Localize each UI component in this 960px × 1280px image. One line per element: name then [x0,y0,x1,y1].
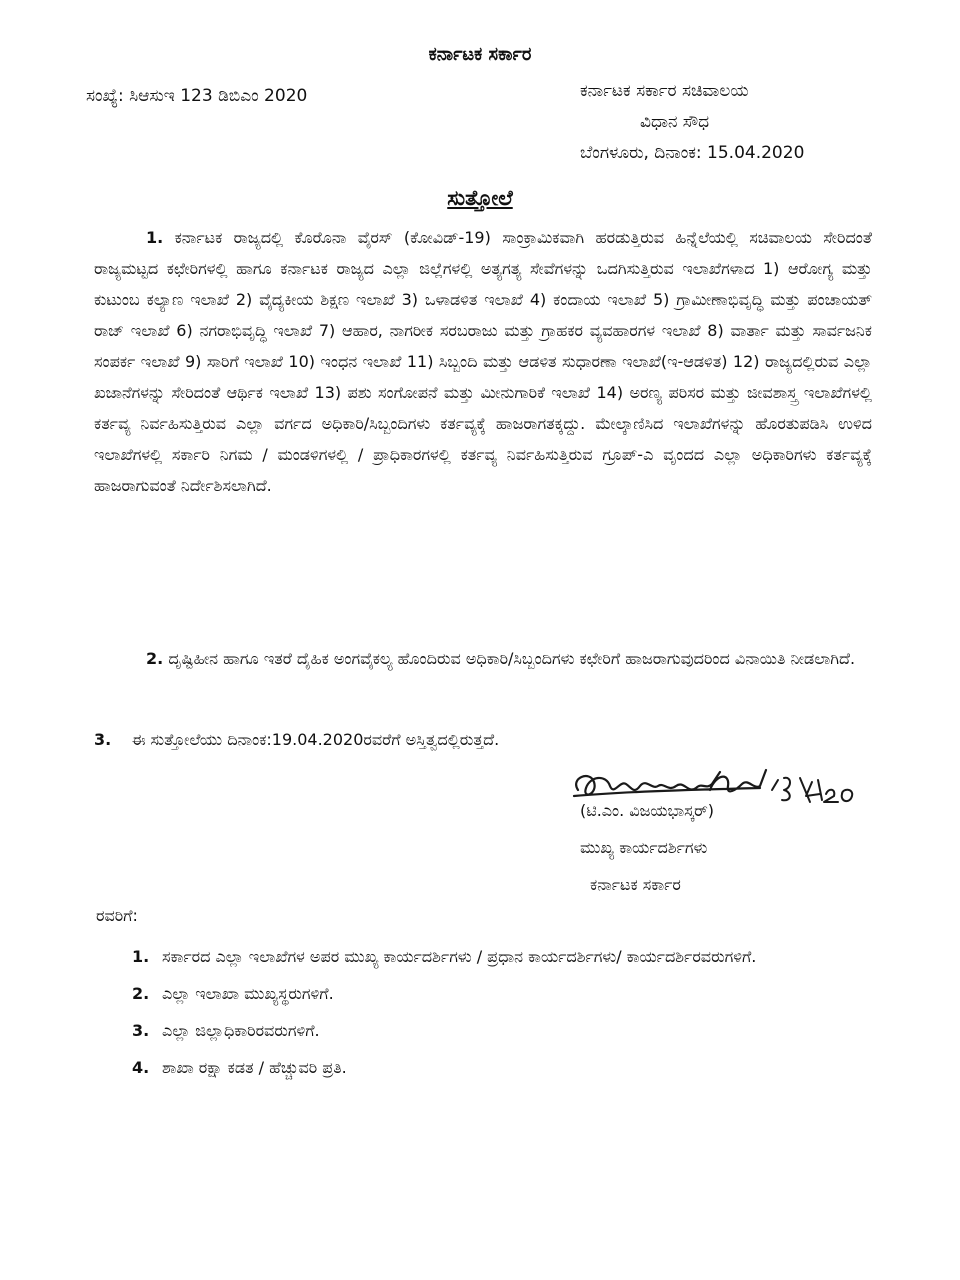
paragraph-1-text: ಕರ್ನಾಟಕ ರಾಜ್ಯದಲ್ಲಿ ಕೊರೊನಾ ವೈರಸ್ (ಕೋವಿಡ್-19) ಸಾಂಕ್ರಾಮಿಕವಾಗಿ ಹರಡುತ್ತಿರುವ ಹಿನ್ನೆಲೆಯಲ್ಲಿ ಸಚಿವಾಲಯ ಸೇರಿದಂತೆ ರಾಜ್ಯಮಟ್ಟದ ಕಛೇರಿಗಳಲ್ಲಿ ಹಾಗೂ ಕರ್ನಾಟಕ ರಾಜ್ಯದ ಎಲ್ಲಾ ಜಿಲ್ಲೆಗಳಲ್ಲಿ ಅತ್ಯಗತ್ಯ ಸೇವೆಗಳನ್ನು ಒದಗಿಸುತ್ತಿರುವ ಇಲಾಖೆಗಳಾದ 1) ಆರೋಗ್ಯ ಮತ್ತು ಕುಟುಂಬ ಕಲ್ಯಾಣ ಇಲಾಖೆ 2) ವೈದ್ಯಕೀಯ ಶಿಕ್ಷಣ ಇಲಾಖೆ 3) ಒಳಾಡಳಿತ ಇಲಾಖೆ 4) ಕಂದಾಯ ಇಲಾಖೆ 5) ಗ್ರಾಮೀಣಾಭಿವೃದ್ಧಿ ಮತ್ತು ಪಂಚಾಯತ್ ರಾಜ್ ಇಲಾಖೆ 6) ನಗರಾಭಿವೃದ್ಧಿ ಇಲಾಖೆ 7) ಆಹಾರ, ನಾಗರೀಕ ಸರಬರಾಜು ಮತ್ತು ಗ್ರಾಹಕರ ವ್ಯವಹಾರಗಳ ಇಲಾಖೆ 8) ವಾರ್ತಾ ಮತ್ತು ಸಾರ್ವಜನಿಕ ಸಂಪರ್ಕ ಇಲಾಖೆ 9) ಸಾರಿಗೆ ಇಲಾಖೆ 10) ಇಂಧನ ಇಲಾಖೆ 11) ಸಿಬ್ಬಂದಿ ಮತ್ತು ಆಡಳಿತ ಸುಧಾರಣಾ ಇಲಾಖೆ(ಇ-ಆಡಳಿತ) 12) ರಾಜ್ಯದಲ್ಲಿರುವ ಎಲ್ಲಾ ಖಜಾನೆಗಳನ್ನು ಸೇರಿದಂತೆ ಆರ್ಥಿಕ ಇಲಾಖೆ 13) ಪಶು ಸಂಗೋಪನೆ ಮತ್ತು ಮೀನುಗಾರಿಕೆ ಇಲಾಖೆ 14) ಅರಣ್ಯ ಪರಿಸರ ಮತ್ತು ಜೀವಶಾಸ್ತ್ರ ಇಲಾಖೆಗಳಲ್ಲಿ ಕರ್ತವ್ಯ ನಿರ್ವಹಿಸುತ್ತಿರುವ ಎಲ್ಲಾ ವರ್ಗದ ಅಧಿಕಾರಿ/ಸಿಬ್ಬಂದಿಗಳು ಕರ್ತವ್ಯಕ್ಕೆ ಹಾಜರಾಗತಕ್ಕದ್ದು. ಮೇಲ್ಕಾಣಿಸಿದ ಇಲಾಖೆಗಳನ್ನು ಹೊರತುಪಡಿಸಿ ಉಳಿದ ಇಲಾಖೆಗಳಲ್ಲಿ ಸರ್ಕಾರಿ ನಿಗಮ / ಮಂಡಳಿಗಳಲ್ಲಿ / ಪ್ರಾಧಿಕಾರಗಳಲ್ಲಿ ಕರ್ತವ್ಯ ನಿರ್ವಹಿಸುತ್ತಿರುವ ಗ್ರೂಪ್-ಎ ವೃಂದದ ಎಲ್ಲಾ ಅಧಿಕಾರಿಗಳು ಕರ್ತವ್ಯಕ್ಕೆ ಹಾಜರಾಗುವಂತೆ ನಿರ್ದೇಶಿಸಲಾಗಿದೆ. [94,228,872,495]
list-item [132,940,832,973]
list-item-text: ಎಲ್ಲಾ ಜಿಲ್ಲಾಧಿಕಾರಿರವರುಗಳಿಗೆ. [162,1021,320,1040]
paragraph-3 [94,730,499,750]
paragraph-3-number: 3. [94,730,112,749]
list-item-number: 2. [132,984,150,1003]
list-item-text: ಶಾಖಾ ರಕ್ಷಾ ಕಡತ / ಹೆಚ್ಚುವರಿ ಪ್ರತಿ. [162,1058,347,1077]
paragraph-2 [94,643,872,674]
place-date: ಬೆಂಗಳೂರು, ದಿನಾಂಕ: 15.04.2020 [580,143,805,163]
paragraph-2-number: 2. [146,649,164,668]
signatory-designation: ಮುಖ್ಯ ಕಾರ್ಯದರ್ಶಿಗಳು [580,838,708,857]
list-item [132,1014,832,1047]
paragraph-1-number: 1. [146,228,164,247]
paragraph-2-text: ದೃಷ್ಟಿಹೀನ ಹಾಗೂ ಇತರೆ ದೈಹಿಕ ಅಂಗವೈಕಲ್ಯ ಹೊಂದಿರುವ ಅಧಿಕಾರಿ/ಸಿಬ್ಬಂದಿಗಳು ಕಛೇರಿಗೆ ಹಾಜರಾಗುವುದರಿಂದ ವಿನಾಯಿತಿ ನೀಡಲಾಗಿದೆ. [168,649,856,668]
document-subject: ಸುತ್ತೋಲೆ [447,186,513,210]
office-building: ವಿಧಾನ ಸೌಧ [640,112,710,132]
list-item-number: 3. [132,1021,150,1040]
signatory-organization: ಕರ್ನಾಟಕ ಸರ್ಕಾರ [590,875,681,894]
paragraph-1 [94,222,872,501]
office-name: ಕರ್ನಾಟಕ ಸರ್ಕಾರ ಸಚಿವಾಲಯ [580,81,749,101]
list-item-number: 4. [132,1058,150,1077]
list-item-text: ಎಲ್ಲಾ ಇಲಾಖಾ ಮುಖ್ಯಸ್ಥರುಗಳಿಗೆ. [162,984,334,1003]
government-heading: ಕರ್ನಾಟಕ ಸರ್ಕಾರ [428,44,532,65]
list-item-number: 1. [132,947,150,966]
signature-block [580,792,714,903]
paragraph-3-text: ಈ ಸುತ್ತೋಲೆಯು ದಿನಾಂಕ:19.04.2020ರವರೆಗೆ ಅಸ್ತಿತ್ವದಲ್ಲಿರುತ್ತದೆ. [131,730,500,749]
list-item-text: ಸರ್ಕಾರದ ಎಲ್ಲಾ ಇಲಾಖೆಗಳ ಅಪರ ಮುಖ್ಯ ಕಾರ್ಯದರ್ಶಿಗಳು / ಪ್ರಧಾನ ಕಾರ್ಯದರ್ಶಿಗಳು/ ಕಾರ್ಯದರ್ಶಿರವರುಗಳಿಗೆ. [162,947,757,966]
distribution-list [132,940,832,1088]
signatory-name: (ಟಿ.ಎಂ. ವಿಜಯಭಾಸ್ಕರ್) [580,801,714,820]
distribution-label: ರವರಿಗೆ: [96,906,138,925]
office-address-block [580,76,804,169]
list-item [132,1051,832,1084]
list-item [132,977,832,1010]
reference-number: ಸಂಖ್ಯೆ: ಸಿಆಸುಇ 123 ಡಿಬಿಎಂ 2020 [86,86,308,106]
